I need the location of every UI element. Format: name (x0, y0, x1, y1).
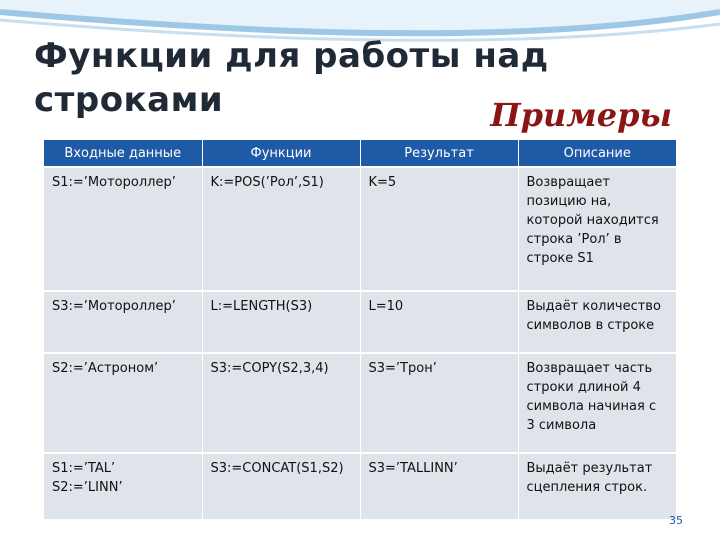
header-result: Результат (360, 140, 518, 167)
table-header-row (44, 140, 676, 167)
cell-input (44, 291, 202, 353)
cell-input (44, 453, 202, 519)
cell-description: Выдаёт результат сцепления строк. (518, 453, 676, 519)
table-row (44, 453, 676, 519)
cell-description: Выдаёт количество символов в строке (518, 291, 676, 353)
slide-title-line-1: Функции для работы над (34, 36, 549, 76)
header-functions: Функции (202, 140, 360, 167)
cell-description: Возвращает позицию на, которой находится строка ’Рол’ в строке S1 (518, 167, 676, 291)
cell-result: S3=’Трон’ (360, 353, 518, 453)
functions-table-wrapper (44, 140, 676, 519)
cell-result: S3=’TALLINN’ (360, 453, 518, 519)
cell-result: K=5 (360, 167, 518, 291)
cell-input (44, 353, 202, 453)
cell-function: L:=LENGTH(S3) (202, 291, 360, 353)
cell-description: Возвращает часть строки длиной 4 символа начиная с 3 символа (518, 353, 676, 453)
input-line: S3:=’Мотороллер’ (52, 299, 176, 314)
page-number: 35 (669, 514, 683, 527)
input-line: S1:=’TAL’ (52, 461, 116, 476)
cell-function: S3:=CONCAT(S1,S2) (202, 453, 360, 519)
cell-function: S3:=COPY(S2,3,4) (202, 353, 360, 453)
input-line: S2:=’LINN’ (52, 480, 123, 495)
slide-subtitle: Примеры (490, 96, 672, 134)
header-description: Описание (518, 140, 676, 167)
input-line: S2:=’Астроном’ (52, 361, 159, 376)
functions-table (44, 140, 676, 519)
header-input-data: Входные данные (44, 140, 202, 167)
table-row (44, 291, 676, 353)
slide-title-line-2: строками (34, 80, 224, 120)
table-row (44, 353, 676, 453)
cell-input (44, 167, 202, 291)
cell-function: K:=POS(’Рол’,S1) (202, 167, 360, 291)
cell-result: L=10 (360, 291, 518, 353)
input-line: S1:=’Мотороллер’ (52, 175, 176, 190)
table-row (44, 167, 676, 291)
